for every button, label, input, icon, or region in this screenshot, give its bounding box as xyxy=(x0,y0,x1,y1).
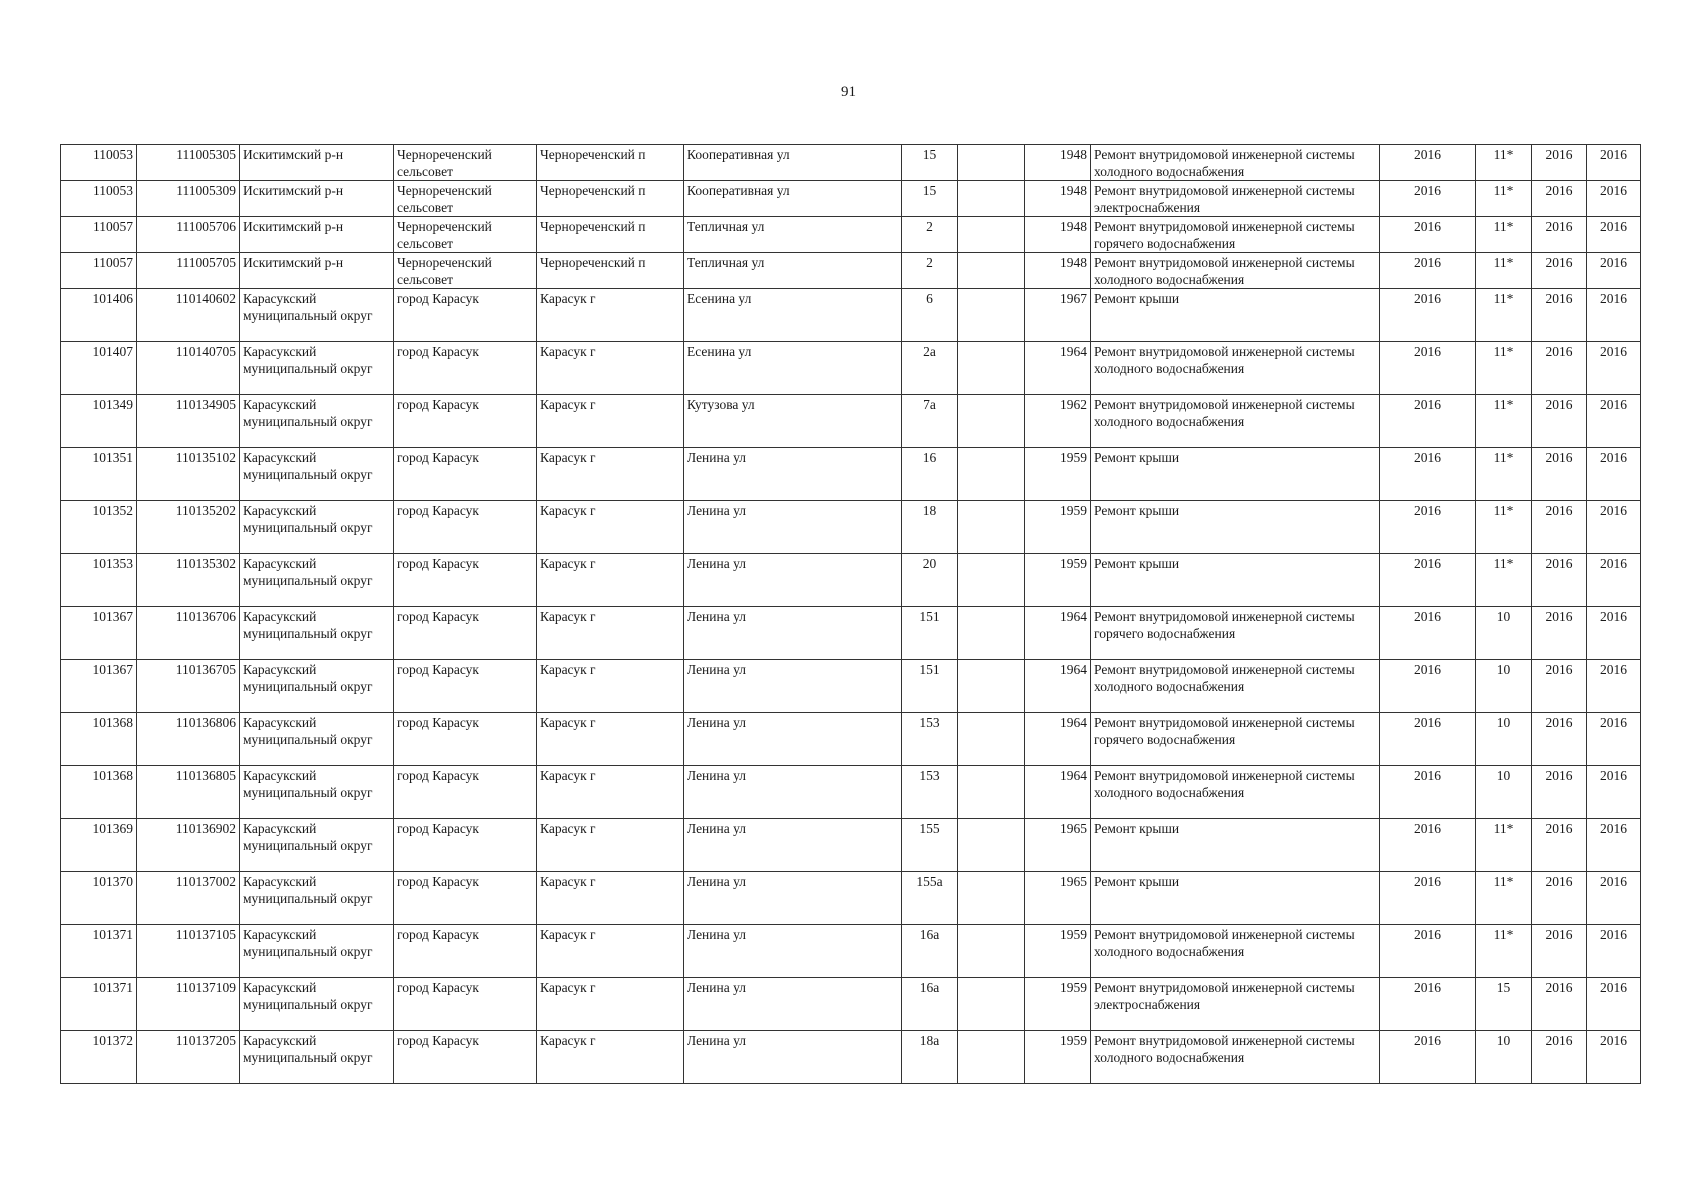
end-year-cell: 2016 xyxy=(1587,181,1641,217)
house-number-cell: 153 xyxy=(902,766,958,819)
work-type-cell: Ремонт внутридомовой инженерной системы холодного водоснабжения xyxy=(1091,925,1380,978)
record-id-cell: 101368 xyxy=(61,766,137,819)
end-year-cell: 2016 xyxy=(1587,253,1641,289)
service-code-cell: 11* xyxy=(1476,145,1532,181)
house-number-cell: 151 xyxy=(902,660,958,713)
record-id-cell: 101352 xyxy=(61,501,137,554)
settlement-cell: город Карасук xyxy=(394,1031,537,1084)
record-id-cell: 101406 xyxy=(61,289,137,342)
service-code-cell: 11* xyxy=(1476,342,1532,395)
building-cell xyxy=(958,766,1025,819)
house-number-cell: 153 xyxy=(902,713,958,766)
settlement-cell: город Карасук xyxy=(394,872,537,925)
table-row xyxy=(61,217,1641,253)
building-cell xyxy=(958,342,1025,395)
district-cell: Карасукский муниципальный округ xyxy=(240,766,394,819)
year-built-cell: 1959 xyxy=(1025,1031,1091,1084)
end-year-cell: 2016 xyxy=(1587,289,1641,342)
building-cell xyxy=(958,289,1025,342)
repair-code-cell: 110135202 xyxy=(137,501,240,554)
street-cell: Ленина ул xyxy=(684,554,902,607)
locality-cell: Карасук г xyxy=(537,766,684,819)
repair-code-cell: 111005305 xyxy=(137,145,240,181)
record-id-cell: 101407 xyxy=(61,342,137,395)
district-cell: Карасукский муниципальный округ xyxy=(240,660,394,713)
repair-code-cell: 110136806 xyxy=(137,713,240,766)
district-cell: Карасукский муниципальный округ xyxy=(240,819,394,872)
settlement-cell: город Карасук xyxy=(394,978,537,1031)
settlement-cell: город Карасук xyxy=(394,925,537,978)
house-number-cell: 155а xyxy=(902,872,958,925)
end-year-cell: 2016 xyxy=(1587,819,1641,872)
plan-year-cell: 2016 xyxy=(1380,395,1476,448)
start-year-cell: 2016 xyxy=(1532,217,1587,253)
locality-cell: Карасук г xyxy=(537,872,684,925)
plan-year-cell: 2016 xyxy=(1380,819,1476,872)
house-number-cell: 6 xyxy=(902,289,958,342)
house-number-cell: 16 xyxy=(902,448,958,501)
district-cell: Карасукский муниципальный округ xyxy=(240,554,394,607)
table-row xyxy=(61,925,1641,978)
work-type-cell: Ремонт крыши xyxy=(1091,872,1380,925)
settlement-cell: город Карасук xyxy=(394,395,537,448)
district-cell: Карасукский муниципальный округ xyxy=(240,607,394,660)
repair-code-cell: 110137205 xyxy=(137,1031,240,1084)
repair-code-cell: 110136902 xyxy=(137,819,240,872)
locality-cell: Карасук г xyxy=(537,607,684,660)
end-year-cell: 2016 xyxy=(1587,978,1641,1031)
service-code-cell: 11* xyxy=(1476,395,1532,448)
street-cell: Ленина ул xyxy=(684,713,902,766)
building-cell xyxy=(958,145,1025,181)
work-type-cell: Ремонт внутридомовой инженерной системы холодного водоснабжения xyxy=(1091,253,1380,289)
settlement-cell: город Карасук xyxy=(394,660,537,713)
capital-repair-table xyxy=(60,144,1641,1084)
work-type-cell: Ремонт внутридомовой инженерной системы холодного водоснабжения xyxy=(1091,145,1380,181)
repair-code-cell: 110136705 xyxy=(137,660,240,713)
service-code-cell: 11* xyxy=(1476,448,1532,501)
house-number-cell: 15 xyxy=(902,181,958,217)
locality-cell: Карасук г xyxy=(537,342,684,395)
house-number-cell: 2 xyxy=(902,253,958,289)
building-cell xyxy=(958,978,1025,1031)
district-cell: Искитимский р-н xyxy=(240,253,394,289)
plan-year-cell: 2016 xyxy=(1380,607,1476,660)
locality-cell: Карасук г xyxy=(537,713,684,766)
building-cell xyxy=(958,872,1025,925)
house-number-cell: 7а xyxy=(902,395,958,448)
table-row xyxy=(61,342,1641,395)
settlement-cell: город Карасук xyxy=(394,819,537,872)
table-row xyxy=(61,501,1641,554)
start-year-cell: 2016 xyxy=(1532,448,1587,501)
service-code-cell: 11* xyxy=(1476,181,1532,217)
end-year-cell: 2016 xyxy=(1587,501,1641,554)
settlement-cell: город Карасук xyxy=(394,607,537,660)
work-type-cell: Ремонт крыши xyxy=(1091,819,1380,872)
plan-year-cell: 2016 xyxy=(1380,554,1476,607)
start-year-cell: 2016 xyxy=(1532,395,1587,448)
district-cell: Карасукский муниципальный округ xyxy=(240,713,394,766)
year-built-cell: 1959 xyxy=(1025,501,1091,554)
service-code-cell: 11* xyxy=(1476,217,1532,253)
table-row xyxy=(61,1031,1641,1084)
settlement-cell: город Карасук xyxy=(394,342,537,395)
building-cell xyxy=(958,713,1025,766)
end-year-cell: 2016 xyxy=(1587,660,1641,713)
locality-cell: Чернореченский п xyxy=(537,181,684,217)
start-year-cell: 2016 xyxy=(1532,660,1587,713)
start-year-cell: 2016 xyxy=(1532,819,1587,872)
work-type-cell: Ремонт внутридомовой инженерной системы холодного водоснабжения xyxy=(1091,766,1380,819)
repair-code-cell: 110135102 xyxy=(137,448,240,501)
plan-year-cell: 2016 xyxy=(1380,766,1476,819)
table-row xyxy=(61,660,1641,713)
service-code-cell: 10 xyxy=(1476,607,1532,660)
service-code-cell: 11* xyxy=(1476,819,1532,872)
record-id-cell: 101369 xyxy=(61,819,137,872)
year-built-cell: 1964 xyxy=(1025,766,1091,819)
end-year-cell: 2016 xyxy=(1587,925,1641,978)
end-year-cell: 2016 xyxy=(1587,607,1641,660)
locality-cell: Карасук г xyxy=(537,554,684,607)
service-code-cell: 15 xyxy=(1476,978,1532,1031)
year-built-cell: 1964 xyxy=(1025,660,1091,713)
table-row xyxy=(61,872,1641,925)
record-id-cell: 101367 xyxy=(61,660,137,713)
end-year-cell: 2016 xyxy=(1587,713,1641,766)
start-year-cell: 2016 xyxy=(1532,925,1587,978)
start-year-cell: 2016 xyxy=(1532,607,1587,660)
table-row xyxy=(61,395,1641,448)
repair-code-cell: 111005706 xyxy=(137,217,240,253)
start-year-cell: 2016 xyxy=(1532,872,1587,925)
building-cell xyxy=(958,660,1025,713)
year-built-cell: 1965 xyxy=(1025,819,1091,872)
street-cell: Есенина ул xyxy=(684,342,902,395)
record-id-cell: 101367 xyxy=(61,607,137,660)
plan-year-cell: 2016 xyxy=(1380,181,1476,217)
locality-cell: Карасук г xyxy=(537,1031,684,1084)
record-id-cell: 110057 xyxy=(61,217,137,253)
end-year-cell: 2016 xyxy=(1587,395,1641,448)
year-built-cell: 1959 xyxy=(1025,925,1091,978)
table-row xyxy=(61,554,1641,607)
street-cell: Ленина ул xyxy=(684,448,902,501)
repair-code-cell: 110140602 xyxy=(137,289,240,342)
work-type-cell: Ремонт внутридомовой инженерной системы горячего водоснабжения xyxy=(1091,217,1380,253)
repair-code-cell: 110136805 xyxy=(137,766,240,819)
start-year-cell: 2016 xyxy=(1532,501,1587,554)
start-year-cell: 2016 xyxy=(1532,554,1587,607)
end-year-cell: 2016 xyxy=(1587,145,1641,181)
settlement-cell: город Карасук xyxy=(394,554,537,607)
street-cell: Ленина ул xyxy=(684,607,902,660)
settlement-cell: Чернореченский сельсовет xyxy=(394,217,537,253)
record-id-cell: 101353 xyxy=(61,554,137,607)
work-type-cell: Ремонт крыши xyxy=(1091,501,1380,554)
district-cell: Карасукский муниципальный округ xyxy=(240,1031,394,1084)
service-code-cell: 10 xyxy=(1476,713,1532,766)
house-number-cell: 2 xyxy=(902,217,958,253)
street-cell: Ленина ул xyxy=(684,1031,902,1084)
street-cell: Кутузова ул xyxy=(684,395,902,448)
service-code-cell: 11* xyxy=(1476,289,1532,342)
street-cell: Ленина ул xyxy=(684,766,902,819)
district-cell: Карасукский муниципальный округ xyxy=(240,978,394,1031)
work-type-cell: Ремонт крыши xyxy=(1091,554,1380,607)
year-built-cell: 1948 xyxy=(1025,145,1091,181)
work-type-cell: Ремонт внутридомовой инженерной системы холодного водоснабжения xyxy=(1091,1031,1380,1084)
settlement-cell: город Карасук xyxy=(394,766,537,819)
house-number-cell: 18 xyxy=(902,501,958,554)
start-year-cell: 2016 xyxy=(1532,289,1587,342)
table-row xyxy=(61,713,1641,766)
district-cell: Карасукский муниципальный округ xyxy=(240,395,394,448)
building-cell xyxy=(958,448,1025,501)
district-cell: Искитимский р-н xyxy=(240,145,394,181)
table-row xyxy=(61,978,1641,1031)
table-row xyxy=(61,448,1641,501)
year-built-cell: 1959 xyxy=(1025,448,1091,501)
end-year-cell: 2016 xyxy=(1587,766,1641,819)
building-cell xyxy=(958,607,1025,660)
settlement-cell: Чернореченский сельсовет xyxy=(394,253,537,289)
record-id-cell: 101371 xyxy=(61,925,137,978)
work-type-cell: Ремонт внутридомовой инженерной системы электроснабжения xyxy=(1091,181,1380,217)
end-year-cell: 2016 xyxy=(1587,554,1641,607)
building-cell xyxy=(958,925,1025,978)
repair-code-cell: 111005705 xyxy=(137,253,240,289)
work-type-cell: Ремонт внутридомовой инженерной системы холодного водоснабжения xyxy=(1091,395,1380,448)
table-row xyxy=(61,819,1641,872)
work-type-cell: Ремонт внутридомовой инженерной системы горячего водоснабжения xyxy=(1091,607,1380,660)
repair-code-cell: 110137002 xyxy=(137,872,240,925)
table-row xyxy=(61,181,1641,217)
record-id-cell: 101351 xyxy=(61,448,137,501)
district-cell: Карасукский муниципальный округ xyxy=(240,289,394,342)
start-year-cell: 2016 xyxy=(1532,145,1587,181)
start-year-cell: 2016 xyxy=(1532,978,1587,1031)
year-built-cell: 1948 xyxy=(1025,181,1091,217)
street-cell: Тепличная ул xyxy=(684,253,902,289)
service-code-cell: 10 xyxy=(1476,660,1532,713)
house-number-cell: 155 xyxy=(902,819,958,872)
building-cell xyxy=(958,819,1025,872)
start-year-cell: 2016 xyxy=(1532,713,1587,766)
locality-cell: Карасук г xyxy=(537,660,684,713)
house-number-cell: 20 xyxy=(902,554,958,607)
settlement-cell: Чернореченский сельсовет xyxy=(394,181,537,217)
plan-year-cell: 2016 xyxy=(1380,217,1476,253)
work-type-cell: Ремонт внутридомовой инженерной системы электроснабжения xyxy=(1091,978,1380,1031)
end-year-cell: 2016 xyxy=(1587,872,1641,925)
locality-cell: Карасук г xyxy=(537,289,684,342)
year-built-cell: 1962 xyxy=(1025,395,1091,448)
locality-cell: Чернореченский п xyxy=(537,145,684,181)
locality-cell: Карасук г xyxy=(537,395,684,448)
start-year-cell: 2016 xyxy=(1532,342,1587,395)
house-number-cell: 2а xyxy=(902,342,958,395)
house-number-cell: 16а xyxy=(902,925,958,978)
page-number: 91 xyxy=(841,84,856,100)
end-year-cell: 2016 xyxy=(1587,342,1641,395)
house-number-cell: 16а xyxy=(902,978,958,1031)
plan-year-cell: 2016 xyxy=(1380,253,1476,289)
year-built-cell: 1948 xyxy=(1025,253,1091,289)
service-code-cell: 11* xyxy=(1476,872,1532,925)
plan-year-cell: 2016 xyxy=(1380,501,1476,554)
street-cell: Кооперативная ул xyxy=(684,145,902,181)
building-cell xyxy=(958,501,1025,554)
service-code-cell: 11* xyxy=(1476,554,1532,607)
street-cell: Ленина ул xyxy=(684,978,902,1031)
street-cell: Есенина ул xyxy=(684,289,902,342)
start-year-cell: 2016 xyxy=(1532,766,1587,819)
building-cell xyxy=(958,253,1025,289)
building-cell xyxy=(958,1031,1025,1084)
start-year-cell: 2016 xyxy=(1532,181,1587,217)
district-cell: Карасукский муниципальный округ xyxy=(240,342,394,395)
building-cell xyxy=(958,395,1025,448)
work-type-cell: Ремонт крыши xyxy=(1091,289,1380,342)
year-built-cell: 1964 xyxy=(1025,342,1091,395)
plan-year-cell: 2016 xyxy=(1380,872,1476,925)
repair-code-cell: 110134905 xyxy=(137,395,240,448)
record-id-cell: 101371 xyxy=(61,978,137,1031)
plan-year-cell: 2016 xyxy=(1380,713,1476,766)
settlement-cell: Чернореченский сельсовет xyxy=(394,145,537,181)
locality-cell: Карасук г xyxy=(537,819,684,872)
house-number-cell: 18а xyxy=(902,1031,958,1084)
work-type-cell: Ремонт внутридомовой инженерной системы горячего водоснабжения xyxy=(1091,713,1380,766)
work-type-cell: Ремонт крыши xyxy=(1091,448,1380,501)
year-built-cell: 1959 xyxy=(1025,978,1091,1031)
repair-code-cell: 110137105 xyxy=(137,925,240,978)
work-type-cell: Ремонт внутридомовой инженерной системы холодного водоснабжения xyxy=(1091,660,1380,713)
record-id-cell: 101372 xyxy=(61,1031,137,1084)
settlement-cell: город Карасук xyxy=(394,501,537,554)
record-id-cell: 110057 xyxy=(61,253,137,289)
service-code-cell: 10 xyxy=(1476,1031,1532,1084)
end-year-cell: 2016 xyxy=(1587,448,1641,501)
settlement-cell: город Карасук xyxy=(394,289,537,342)
service-code-cell: 11* xyxy=(1476,501,1532,554)
table-row xyxy=(61,607,1641,660)
street-cell: Кооперативная ул xyxy=(684,181,902,217)
table-body xyxy=(61,145,1641,1084)
plan-year-cell: 2016 xyxy=(1380,145,1476,181)
service-code-cell: 11* xyxy=(1476,925,1532,978)
locality-cell: Карасук г xyxy=(537,925,684,978)
house-number-cell: 151 xyxy=(902,607,958,660)
repair-code-cell: 110136706 xyxy=(137,607,240,660)
street-cell: Ленина ул xyxy=(684,925,902,978)
plan-year-cell: 2016 xyxy=(1380,342,1476,395)
record-id-cell: 101370 xyxy=(61,872,137,925)
locality-cell: Чернореченский п xyxy=(537,217,684,253)
locality-cell: Карасук г xyxy=(537,978,684,1031)
table-row xyxy=(61,766,1641,819)
locality-cell: Чернореченский п xyxy=(537,253,684,289)
end-year-cell: 2016 xyxy=(1587,1031,1641,1084)
record-id-cell: 110053 xyxy=(61,181,137,217)
district-cell: Искитимский р-н xyxy=(240,181,394,217)
house-number-cell: 15 xyxy=(902,145,958,181)
settlement-cell: город Карасук xyxy=(394,448,537,501)
plan-year-cell: 2016 xyxy=(1380,925,1476,978)
street-cell: Ленина ул xyxy=(684,501,902,554)
repair-code-cell: 110137109 xyxy=(137,978,240,1031)
street-cell: Ленина ул xyxy=(684,819,902,872)
district-cell: Карасукский муниципальный округ xyxy=(240,925,394,978)
repair-code-cell: 111005309 xyxy=(137,181,240,217)
district-cell: Искитимский р-н xyxy=(240,217,394,253)
settlement-cell: город Карасук xyxy=(394,713,537,766)
plan-year-cell: 2016 xyxy=(1380,1031,1476,1084)
repair-code-cell: 110135302 xyxy=(137,554,240,607)
building-cell xyxy=(958,217,1025,253)
building-cell xyxy=(958,181,1025,217)
plan-year-cell: 2016 xyxy=(1380,660,1476,713)
record-id-cell: 110053 xyxy=(61,145,137,181)
year-built-cell: 1964 xyxy=(1025,607,1091,660)
end-year-cell: 2016 xyxy=(1587,217,1641,253)
table-row xyxy=(61,253,1641,289)
table-row xyxy=(61,145,1641,181)
year-built-cell: 1965 xyxy=(1025,872,1091,925)
record-id-cell: 101368 xyxy=(61,713,137,766)
year-built-cell: 1959 xyxy=(1025,554,1091,607)
record-id-cell: 101349 xyxy=(61,395,137,448)
table-row xyxy=(61,289,1641,342)
start-year-cell: 2016 xyxy=(1532,1031,1587,1084)
street-cell: Тепличная ул xyxy=(684,217,902,253)
locality-cell: Карасук г xyxy=(537,448,684,501)
service-code-cell: 11* xyxy=(1476,253,1532,289)
district-cell: Карасукский муниципальный округ xyxy=(240,501,394,554)
start-year-cell: 2016 xyxy=(1532,253,1587,289)
district-cell: Карасукский муниципальный округ xyxy=(240,448,394,501)
repair-code-cell: 110140705 xyxy=(137,342,240,395)
work-type-cell: Ремонт внутридомовой инженерной системы холодного водоснабжения xyxy=(1091,342,1380,395)
street-cell: Ленина ул xyxy=(684,872,902,925)
year-built-cell: 1967 xyxy=(1025,289,1091,342)
service-code-cell: 10 xyxy=(1476,766,1532,819)
district-cell: Карасукский муниципальный округ xyxy=(240,872,394,925)
street-cell: Ленина ул xyxy=(684,660,902,713)
building-cell xyxy=(958,554,1025,607)
locality-cell: Карасук г xyxy=(537,501,684,554)
year-built-cell: 1948 xyxy=(1025,217,1091,253)
plan-year-cell: 2016 xyxy=(1380,289,1476,342)
year-built-cell: 1964 xyxy=(1025,713,1091,766)
plan-year-cell: 2016 xyxy=(1380,448,1476,501)
plan-year-cell: 2016 xyxy=(1380,978,1476,1031)
